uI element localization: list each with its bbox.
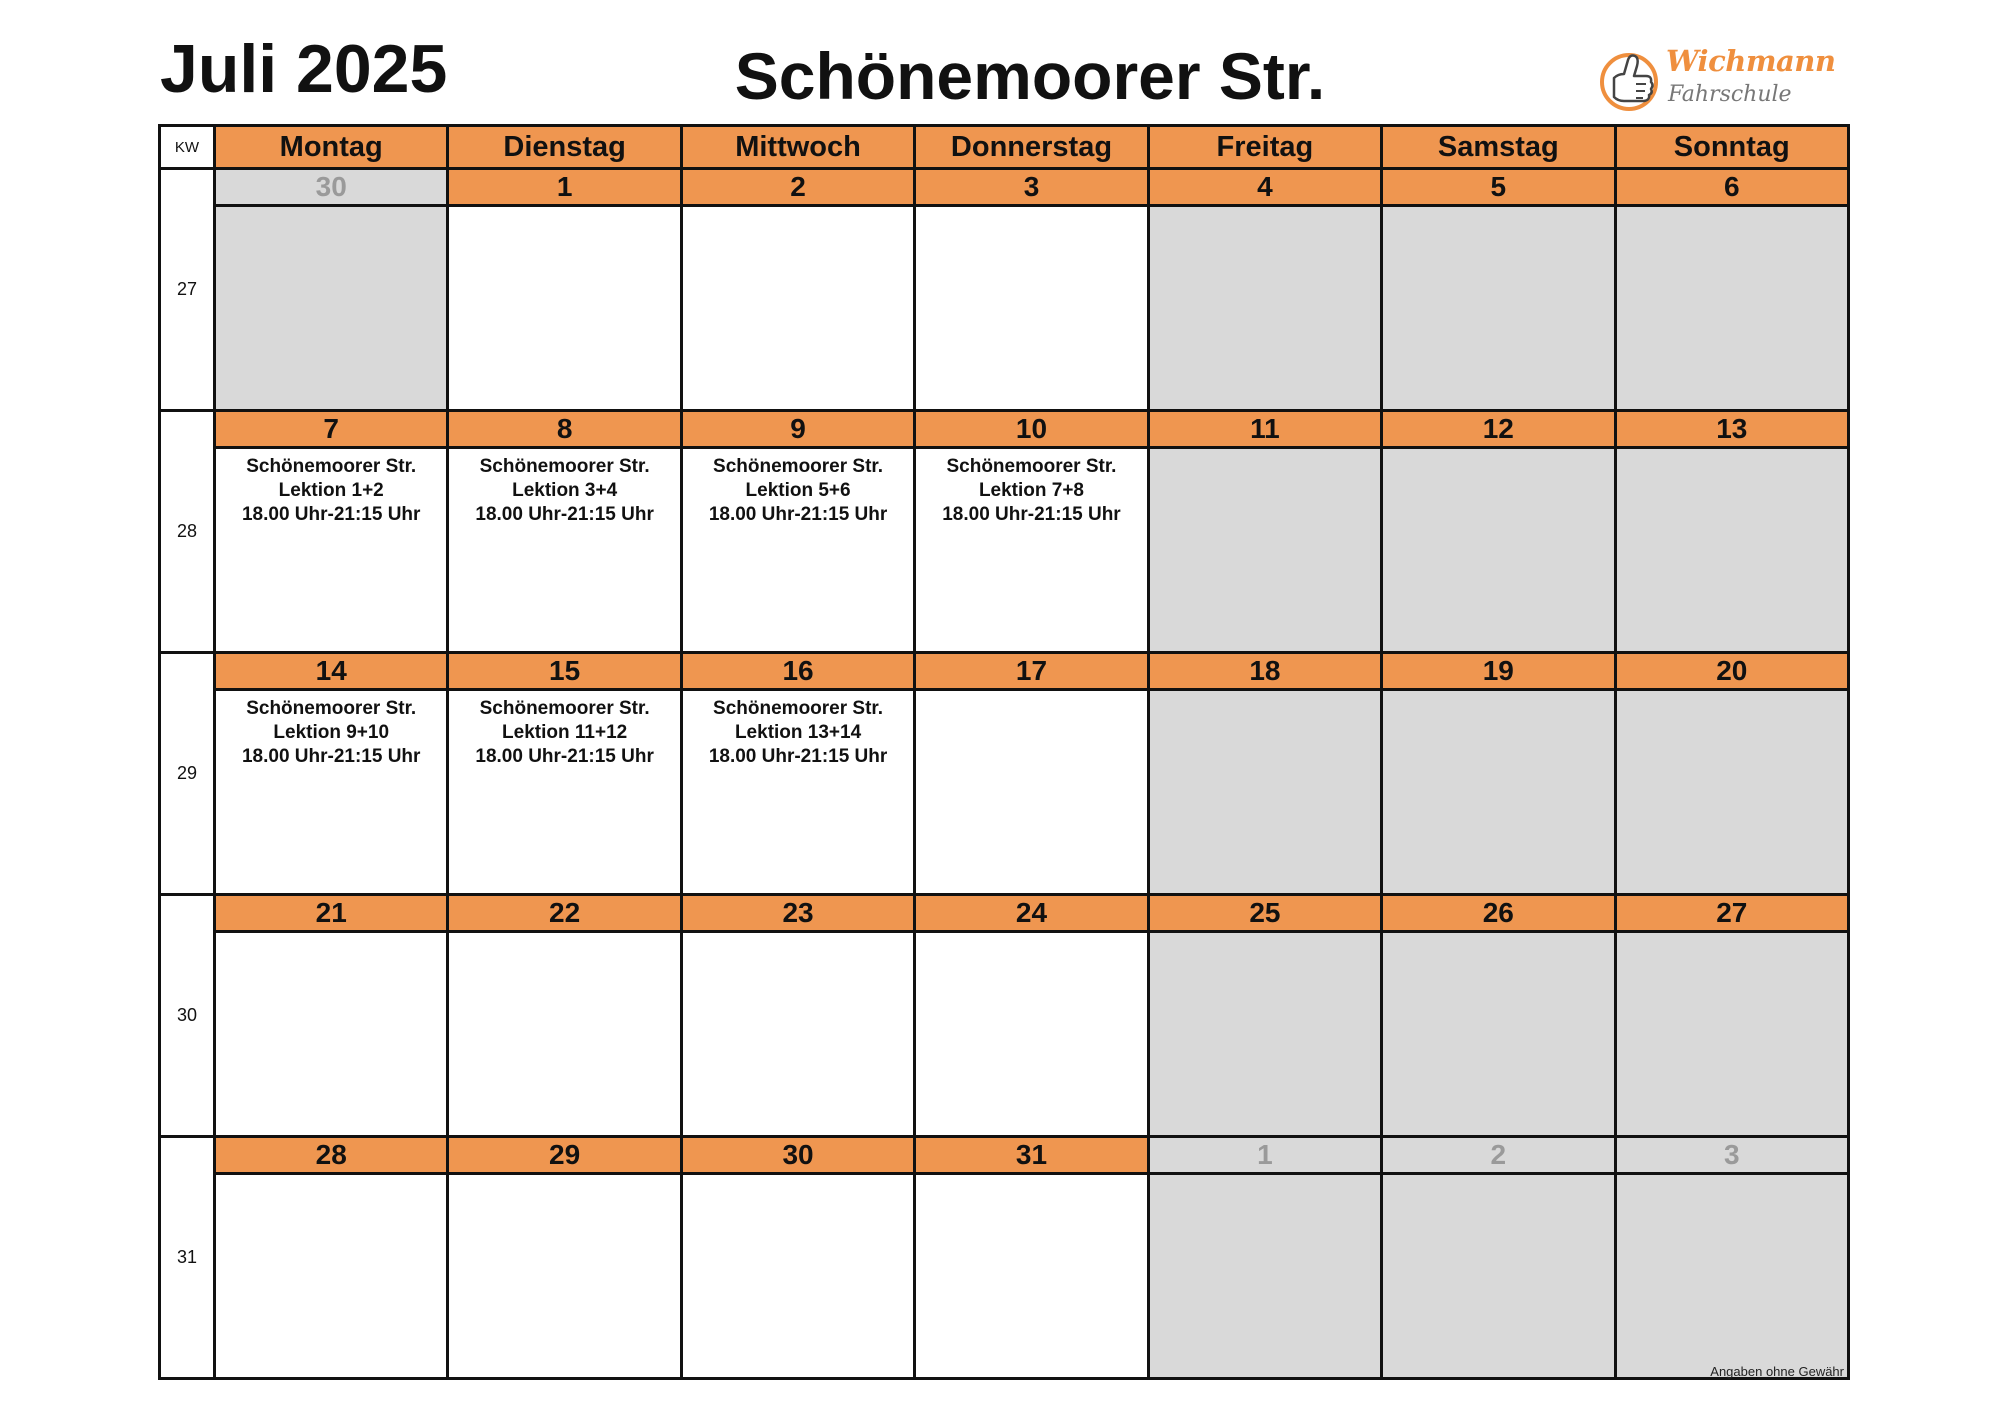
lesson-time: 18.00 Uhr-21:15 Uhr <box>241 746 421 767</box>
week-number: 29 <box>160 653 215 895</box>
day-cell[interactable] <box>448 932 681 1137</box>
day-number: 2 <box>1382 1137 1615 1174</box>
lesson-lesson: Lektion 11+12 <box>502 722 628 743</box>
lesson-lesson: Lektion 5+6 <box>745 480 851 501</box>
weekday-header: Donnerstag <box>915 126 1148 169</box>
lesson-place: Schönemoorer Str. <box>479 456 650 477</box>
day-number: 2 <box>681 169 914 206</box>
day-cell[interactable] <box>1382 206 1615 411</box>
lesson-entry <box>449 691 679 769</box>
day-number: 1 <box>1148 1137 1381 1174</box>
logo-brand: Wichmann <box>1666 44 1836 78</box>
week-number: 27 <box>160 169 215 411</box>
day-number: 24 <box>915 895 1148 932</box>
day-cell[interactable] <box>915 690 1148 895</box>
day-cell[interactable] <box>681 206 914 411</box>
day-number: 3 <box>915 169 1148 206</box>
day-number: 30 <box>215 169 448 206</box>
day-cell[interactable] <box>915 932 1148 1137</box>
day-number: 25 <box>1148 895 1381 932</box>
lesson-time: 18.00 Uhr-21:15 Uhr <box>475 504 654 525</box>
day-cell[interactable] <box>915 206 1148 411</box>
day-cell[interactable] <box>215 448 448 653</box>
logo-subtitle: Fahrschule <box>1668 82 1792 107</box>
day-cell[interactable] <box>1382 690 1615 895</box>
day-number: 3 <box>1615 1137 1848 1174</box>
day-number: 27 <box>1615 895 1848 932</box>
lesson-entry <box>449 449 679 527</box>
weekday-header: Mittwoch <box>681 126 914 169</box>
day-number: 1 <box>448 169 681 206</box>
day-cell[interactable] <box>448 1174 681 1379</box>
lesson-place: Schönemoorer Str. <box>713 698 884 719</box>
day-number: 6 <box>1615 169 1848 206</box>
lesson-entry <box>683 691 913 769</box>
calendar-grid <box>158 124 1850 1380</box>
day-number: 22 <box>448 895 681 932</box>
day-number: 15 <box>448 653 681 690</box>
day-number: 4 <box>1148 169 1381 206</box>
day-number: 30 <box>681 1137 914 1174</box>
day-number: 5 <box>1382 169 1615 206</box>
day-number: 14 <box>215 653 448 690</box>
day-number: 18 <box>1148 653 1381 690</box>
week-number: 31 <box>160 1137 215 1379</box>
kw-header: KW <box>160 126 215 169</box>
day-number: 13 <box>1615 411 1848 448</box>
day-cell[interactable] <box>915 448 1148 653</box>
month-title: Juli 2025 <box>160 31 448 107</box>
day-cell[interactable] <box>215 1174 448 1379</box>
day-number: 20 <box>1615 653 1848 690</box>
lesson-place: Schönemoorer Str. <box>479 698 650 719</box>
logo <box>1596 38 1846 118</box>
weekday-header: Freitag <box>1148 126 1381 169</box>
lesson-place: Schönemoorer Str. <box>713 456 884 477</box>
day-cell[interactable] <box>1615 1174 1848 1379</box>
day-number: 31 <box>915 1137 1148 1174</box>
lesson-entry <box>916 449 1146 527</box>
disclaimer: Angaben ohne Gewähr <box>1710 1364 1844 1379</box>
day-number: 17 <box>915 653 1148 690</box>
day-cell[interactable] <box>448 448 681 653</box>
day-number: 10 <box>915 411 1148 448</box>
weekday-header: Dienstag <box>448 126 681 169</box>
lesson-time: 18.00 Uhr-21:15 Uhr <box>241 504 421 525</box>
day-cell[interactable] <box>448 206 681 411</box>
day-cell[interactable] <box>681 690 914 895</box>
day-number: 12 <box>1382 411 1615 448</box>
lesson-place: Schönemoorer Str. <box>246 698 417 719</box>
day-number: 11 <box>1148 411 1381 448</box>
day-number: 23 <box>681 895 914 932</box>
day-cell[interactable] <box>681 448 914 653</box>
day-cell[interactable] <box>1148 932 1381 1137</box>
day-cell[interactable] <box>1148 1174 1381 1379</box>
week-number: 28 <box>160 411 215 653</box>
day-cell[interactable] <box>1382 932 1615 1137</box>
week-number: 30 <box>160 895 215 1137</box>
day-cell[interactable] <box>215 690 448 895</box>
day-cell[interactable] <box>1615 206 1848 411</box>
lesson-entry <box>216 449 446 527</box>
day-cell[interactable] <box>681 932 914 1137</box>
day-number: 19 <box>1382 653 1615 690</box>
day-cell[interactable] <box>215 206 448 411</box>
day-cell[interactable] <box>1148 206 1381 411</box>
weekday-header: Samstag <box>1382 126 1615 169</box>
day-cell[interactable] <box>215 932 448 1137</box>
day-cell[interactable] <box>915 1174 1148 1379</box>
lesson-lesson: Lektion 1+2 <box>278 480 384 501</box>
day-number: 28 <box>215 1137 448 1174</box>
lesson-time: 18.00 Uhr-21:15 Uhr <box>708 504 888 525</box>
lesson-place: Schönemoorer Str. <box>246 456 417 477</box>
day-cell[interactable] <box>1615 932 1848 1137</box>
day-number: 7 <box>215 411 448 448</box>
day-number: 26 <box>1382 895 1615 932</box>
lesson-entry <box>216 691 446 769</box>
lesson-lesson: Lektion 9+10 <box>273 722 390 743</box>
day-number: 29 <box>448 1137 681 1174</box>
lesson-place: Schönemoorer Str. <box>946 456 1117 477</box>
day-number: 8 <box>448 411 681 448</box>
page-title: Schönemoorer Str. <box>734 39 1326 113</box>
thumbs-up-icon <box>1596 38 1662 118</box>
lesson-lesson: Lektion 13+14 <box>734 722 862 743</box>
lesson-time: 18.00 Uhr-21:15 Uhr <box>475 746 654 767</box>
weekday-header: Montag <box>215 126 448 169</box>
lesson-lesson: Lektion 3+4 <box>512 480 618 501</box>
lesson-time: 18.00 Uhr-21:15 Uhr <box>708 746 888 767</box>
lesson-time: 18.00 Uhr-21:15 Uhr <box>942 504 1121 525</box>
day-cell[interactable] <box>448 690 681 895</box>
day-cell[interactable] <box>681 1174 914 1379</box>
day-cell[interactable] <box>1382 1174 1615 1379</box>
day-cell[interactable] <box>1382 448 1615 653</box>
day-number: 21 <box>215 895 448 932</box>
day-number: 16 <box>681 653 914 690</box>
lesson-entry <box>683 449 913 527</box>
day-cell[interactable] <box>1615 448 1848 653</box>
day-cell[interactable] <box>1148 448 1381 653</box>
day-cell[interactable] <box>1148 690 1381 895</box>
day-number: 9 <box>681 411 914 448</box>
weekday-header: Sonntag <box>1615 126 1848 169</box>
day-cell[interactable] <box>1615 690 1848 895</box>
lesson-lesson: Lektion 7+8 <box>978 480 1085 501</box>
